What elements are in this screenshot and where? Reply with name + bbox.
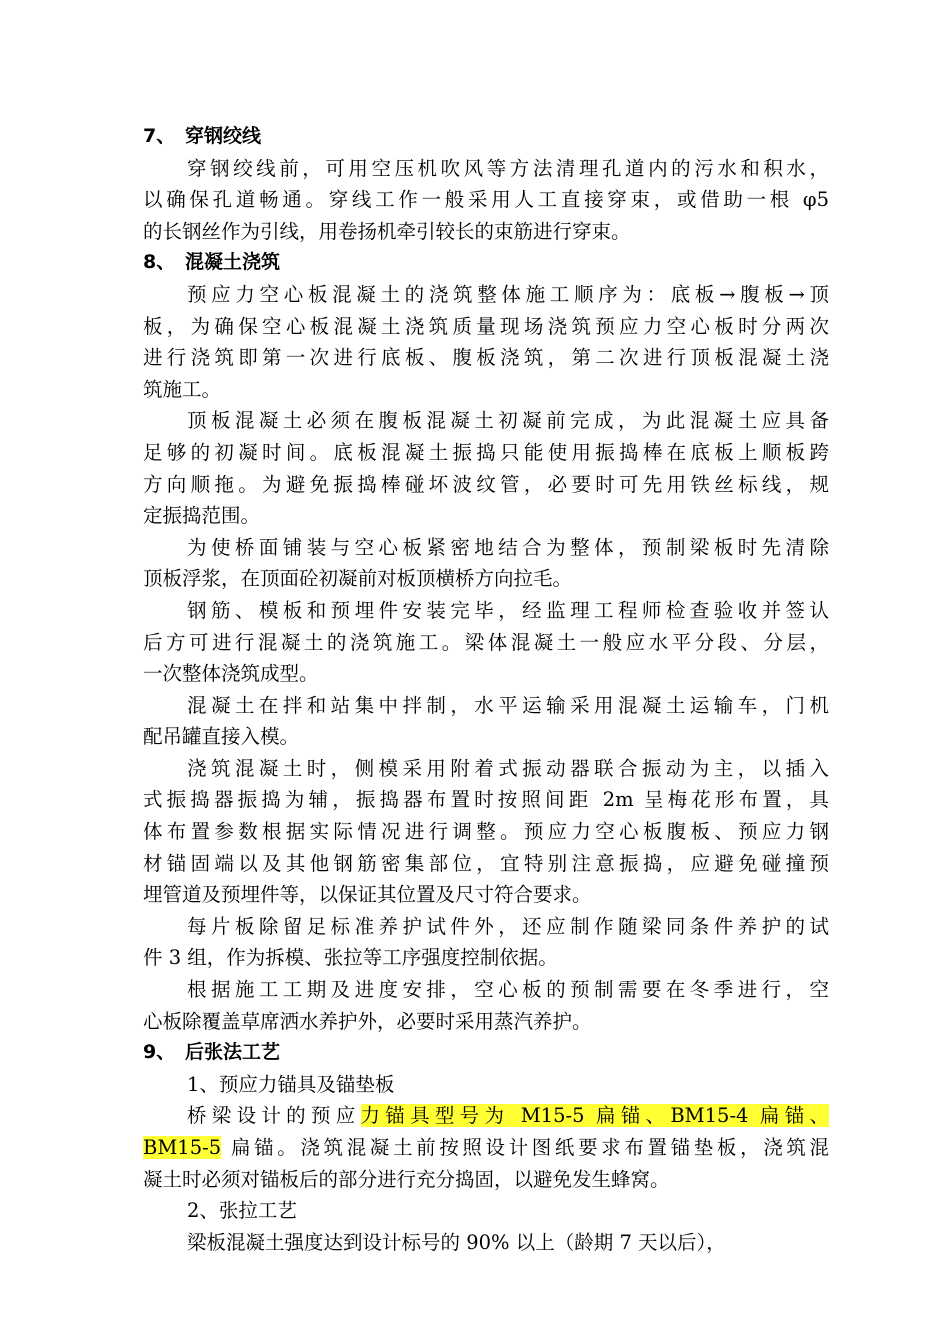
- heading-number: 8、: [143, 251, 176, 274]
- text-line-highlighted: [143, 1132, 829, 1164]
- section-heading-9: [143, 1037, 829, 1069]
- text-line: 件 3 组，作为拆模、张拉等工序强度控制依据。: [143, 946, 558, 970]
- text-line: 根据施工工期及进度安排，空心板的预制需要在冬季进行，空: [187, 978, 829, 1002]
- text-line: 混凝土在拌和站集中拌制，水平运输采用混凝土运输车，门机: [187, 693, 829, 717]
- text-line: 筑施工。: [143, 377, 222, 401]
- text-line: 后方可进行混凝土的浇筑施工。梁体混凝土一般应水平分段、分层，: [143, 630, 829, 654]
- subheading: 2、张拉工艺: [187, 1199, 297, 1223]
- text-line: 顶板混凝土必须在腹板混凝土初凝前完成，为此混凝土应具备: [187, 409, 829, 433]
- text-line: 钢筋、模板和预埋件安装完毕，经监理工程师检查验收并签认: [187, 598, 829, 622]
- text-line: 埋管道及预埋件等，以保证其位置及尺寸符合要求。: [143, 883, 592, 907]
- text-line-highlighted: [143, 1100, 829, 1132]
- text-line: 为使桥面铺装与空心板紧密地结合为整体，预制梁板时先清除: [187, 535, 829, 559]
- text-line: 板，为确保空心板混凝土浇筑质量现场浇筑预应力空心板时分两次: [143, 314, 829, 338]
- text-line: 配吊罐直接入模。: [143, 725, 300, 749]
- document-page: [143, 121, 829, 1258]
- text-line: 材锚固端以及其他钢筋密集部位，宜特别注意振捣，应避免碰撞预: [143, 851, 829, 875]
- text-line: 凝土时必须对锚板后的部分进行充分捣固，以避免发生蜂窝。: [143, 1167, 670, 1191]
- text-line: 以确保孔道畅通。穿线工作一般采用人工直接穿束，或借助一根 φ5: [143, 188, 829, 212]
- heading-number: 7、: [143, 125, 176, 147]
- text-line: 足够的初凝时间。底板混凝土振捣只能使用振捣棒在底板上顺板跨: [143, 440, 829, 464]
- text-line: 心板除覆盖草席洒水养护外，必要时采用蒸汽养护。: [143, 1009, 592, 1033]
- highlighted-text: 力锚具型号为 M15-5 扁锚、BM15-4 扁锚、: [360, 1104, 829, 1128]
- text-line: 方向顺拖。为避免振捣棒碰坏波纹管，必要时可先用铁丝标线，规: [143, 472, 829, 496]
- heading-number: 9、: [143, 1041, 176, 1064]
- text-line: 预应力空心板混凝土的浇筑整体施工顺序为：底板→腹板→顶: [187, 282, 829, 306]
- heading-title: 后张法工艺: [185, 1041, 281, 1064]
- text-line: 一次整体浇筑成型。: [143, 662, 319, 686]
- text-line: 每片板除留足标准养护试件外，还应制作随梁同条件养护的试: [187, 914, 829, 938]
- heading-title: 混凝土浇筑: [185, 251, 281, 274]
- text-run: 扁锚。浇筑混凝土前按照设计图纸要求布置锚垫板，浇筑混: [221, 1136, 829, 1159]
- text-line: 体布置参数根据实际情况进行调整。预应力空心板腹板、预应力钢: [143, 820, 829, 844]
- text-line: 顶板浮浆，在顶面砼初凝前对板顶横桥方向拉毛。: [143, 567, 573, 591]
- text-line: 定振捣范围。: [143, 504, 261, 528]
- text-line: 浇筑混凝土时，侧模采用附着式振动器联合振动为主，以插入: [187, 756, 829, 780]
- text-line: 式振捣器振捣为辅，振捣器布置时按照间距 2m 呈梅花形布置，具: [143, 788, 829, 812]
- subheading: 1、预应力锚具及锚垫板: [187, 1072, 395, 1096]
- text-line: 的长钢丝作为引线，用卷扬机牵引较长的束筋进行穿束。: [143, 219, 631, 243]
- section-heading-8: [143, 247, 829, 279]
- section-heading-7: [143, 121, 829, 153]
- highlighted-text: BM15-5: [143, 1136, 222, 1159]
- text-run: 桥梁设计的预应: [187, 1104, 361, 1128]
- heading-title: 穿钢绞线: [185, 125, 262, 147]
- text-line: 梁板混凝土强度达到设计标号的 90% 以上（龄期 7 天以后），: [187, 1230, 726, 1254]
- text-line: 穿钢绞线前，可用空压机吹风等方法清理孔道内的污水和积水，: [187, 156, 829, 180]
- text-line: 进行浇筑即第一次进行底板、腹板浇筑，第二次进行顶板混凝土浇: [143, 346, 829, 370]
